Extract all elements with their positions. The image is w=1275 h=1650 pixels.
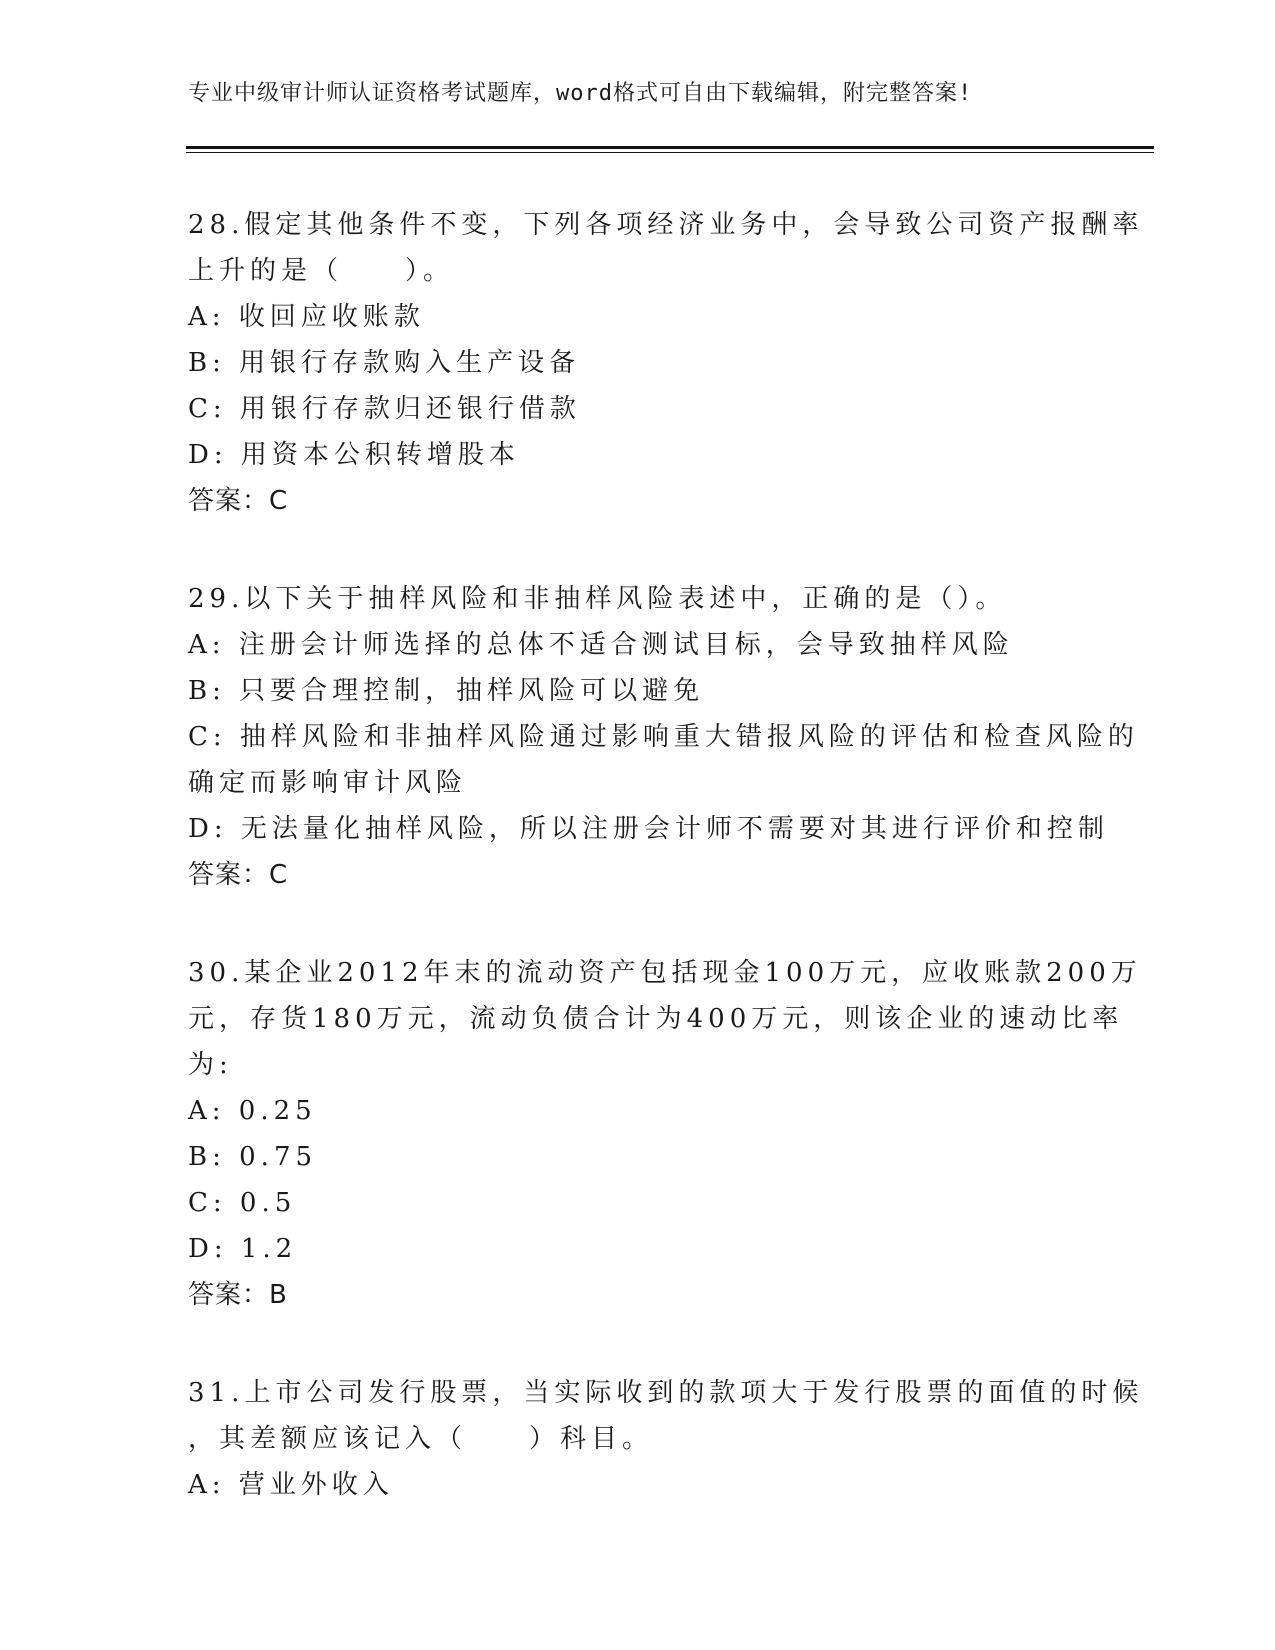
page-header: 专业中级审计师认证资格考试题库，word格式可自由下载编辑，附完整答案! bbox=[188, 81, 973, 106]
option-c-continued: 确定而影响审计风险 bbox=[188, 768, 468, 798]
option-b: B: 只要合理控制，抽样风险可以避免 bbox=[188, 676, 705, 706]
option-a: A: 营业外收入 bbox=[188, 1470, 394, 1500]
question-list bbox=[188, 202, 1144, 1560]
question-29 bbox=[188, 576, 1139, 898]
answer-text: 答案：C bbox=[188, 860, 289, 890]
question-stem: 29.以下关于抽样风险和非抽样风险表述中，正确的是（）。 bbox=[188, 584, 1007, 614]
option-c: C: 抽样风险和非抽样风险通过影响重大错报风险的评估和检查风险的 bbox=[188, 722, 1139, 752]
option-b: B: 用银行存款购入生产设备 bbox=[188, 348, 581, 378]
option-b: B: 0.75 bbox=[188, 1142, 318, 1172]
option-a: A: 0.25 bbox=[188, 1096, 317, 1126]
question-stem: 元，存货180万元，流动负债合计为400万元，则该企业的速动比率 bbox=[188, 1004, 1124, 1034]
question-28 bbox=[188, 202, 1144, 524]
header-divider-thin bbox=[186, 152, 1154, 153]
question-stem: 30.某企业2012年末的流动资产包括现金100万元，应收账款200万 bbox=[188, 958, 1142, 988]
question-30 bbox=[188, 950, 1142, 1318]
option-a: A: 收回应收账款 bbox=[188, 302, 425, 332]
option-c: C: 用银行存款归还银行借款 bbox=[188, 394, 581, 424]
header-divider-thick bbox=[186, 146, 1154, 149]
option-c: C: 0.5 bbox=[188, 1188, 297, 1218]
question-stem: 为: bbox=[188, 1050, 233, 1080]
question-31 bbox=[188, 1370, 1144, 1508]
option-d: D: 用资本公积转增股本 bbox=[188, 440, 520, 470]
question-stem: 28.假定其他条件不变，下列各项经济业务中，会导致公司资产报酬率 bbox=[188, 210, 1144, 240]
option-a: A: 注册会计师选择的总体不适合测试目标，会导致抽样风险 bbox=[188, 630, 1014, 660]
answer-text: 答案：B bbox=[188, 1280, 288, 1310]
option-d: D: 1.2 bbox=[188, 1234, 298, 1264]
question-stem: 31.上市公司发行股票，当实际收到的款项大于发行股票的面值的时候 bbox=[188, 1378, 1144, 1408]
answer-text: 答案：C bbox=[188, 486, 289, 516]
option-d: D: 无法量化抽样风险，所以注册会计师不需要对其进行评价和控制 bbox=[188, 814, 1109, 844]
question-stem: ，其差额应该记入（ ）科目。 bbox=[188, 1424, 654, 1454]
question-stem: 上升的是（ ）。 bbox=[188, 256, 455, 286]
